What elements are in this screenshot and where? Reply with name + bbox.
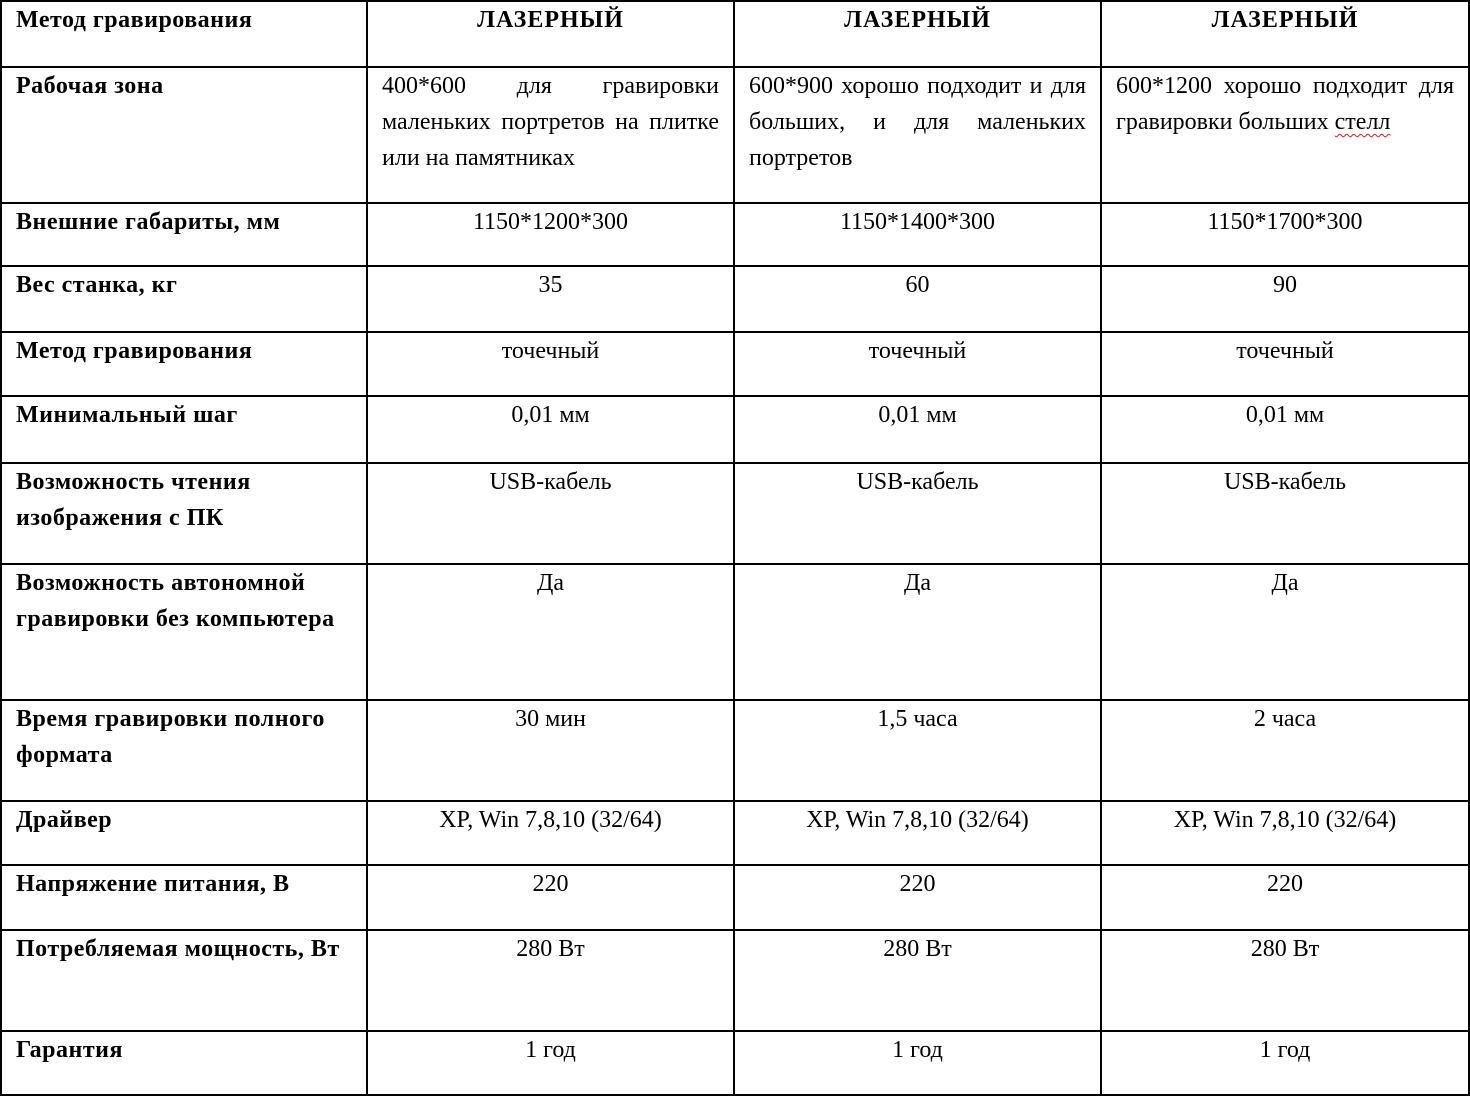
row-label: Внешние габариты, мм [1, 203, 367, 266]
table-row [1, 801, 1469, 865]
row-label: Метод гравирования [1, 332, 367, 396]
table-cell: ЛАЗЕРНЫЙ [367, 1, 734, 67]
table-cell: 30 мин [367, 700, 734, 801]
table-cell: 0,01 мм [734, 396, 1101, 463]
table-cell: Да [367, 564, 734, 700]
table-row [1, 463, 1469, 564]
table-row [1, 332, 1469, 396]
table-cell: 600*900 хорошо подходит и для больших, и для маленьких портретов [734, 67, 1101, 203]
row-label: Гарантия [1, 1031, 367, 1095]
table-cell: 1150*1200*300 [367, 203, 734, 266]
table-row [1, 266, 1469, 332]
table-row [1, 930, 1469, 1031]
row-label: Рабочая зона [1, 67, 367, 203]
table-cell: 60 [734, 266, 1101, 332]
table-cell: Да [1101, 564, 1469, 700]
table-cell: ЛАЗЕРНЫЙ [1101, 1, 1469, 67]
table-cell: 1,5 часа [734, 700, 1101, 801]
row-label: Потребляемая мощность, Вт [1, 930, 367, 1031]
table-cell: 280 Вт [1101, 930, 1469, 1031]
row-label: Метод гравирования [1, 1, 367, 67]
table-cell: USB-кабель [1101, 463, 1469, 564]
table-cell: 1 год [1101, 1031, 1469, 1095]
row-label: Драйвер [1, 801, 367, 865]
table-cell: 2 часа [1101, 700, 1469, 801]
table-cell: XP, Win 7,8,10 (32/64) [734, 801, 1101, 865]
table-cell: USB-кабель [734, 463, 1101, 564]
row-label: Вес станка, кг [1, 266, 367, 332]
table-cell: 220 [367, 865, 734, 930]
row-label: Возможность чтения изображения с ПК [1, 463, 367, 564]
table-cell [1101, 67, 1469, 203]
row-label: Минимальный шаг [1, 396, 367, 463]
table-cell: 1 год [734, 1031, 1101, 1095]
cell-text: 600*1200 хорошо подходит для гравировки больших [1116, 73, 1454, 135]
table-cell: Да [734, 564, 1101, 700]
table-cell: ЛАЗЕРНЫЙ [734, 1, 1101, 67]
table-cell: 0,01 мм [367, 396, 734, 463]
table-cell: 1 год [367, 1031, 734, 1095]
table-row [1, 865, 1469, 930]
table-cell: 1150*1700*300 [1101, 203, 1469, 266]
table-cell: USB-кабель [367, 463, 734, 564]
table-row [1, 1031, 1469, 1095]
table-cell: 220 [1101, 865, 1469, 930]
table-cell: 220 [734, 865, 1101, 930]
table-cell: 1150*1400*300 [734, 203, 1101, 266]
table-cell: 0,01 мм [1101, 396, 1469, 463]
table-cell: XP, Win 7,8,10 (32/64) [367, 801, 734, 865]
table-cell: точечный [367, 332, 734, 396]
table-cell: 35 [367, 266, 734, 332]
row-label: Возможность автономной гравировки без компьютера [1, 564, 367, 700]
row-label: Время гравировки полного формата [1, 700, 367, 801]
table-row [1, 203, 1469, 266]
table-row [1, 396, 1469, 463]
table-cell: 280 Вт [734, 930, 1101, 1031]
table-row [1, 564, 1469, 700]
table-cell: XP, Win 7,8,10 (32/64) [1101, 801, 1469, 865]
table-row [1, 67, 1469, 203]
table-cell: 400*600 для гравировки маленьких портретов на плитке или на памятниках [367, 67, 734, 203]
table-cell: 90 [1101, 266, 1469, 332]
table-row [1, 700, 1469, 801]
table-cell: 280 Вт [367, 930, 734, 1031]
table-cell: точечный [1101, 332, 1469, 396]
table-cell: точечный [734, 332, 1101, 396]
table-row [1, 1, 1469, 67]
row-label: Напряжение питания, В [1, 865, 367, 930]
misspelled-word: стелл [1334, 109, 1391, 135]
